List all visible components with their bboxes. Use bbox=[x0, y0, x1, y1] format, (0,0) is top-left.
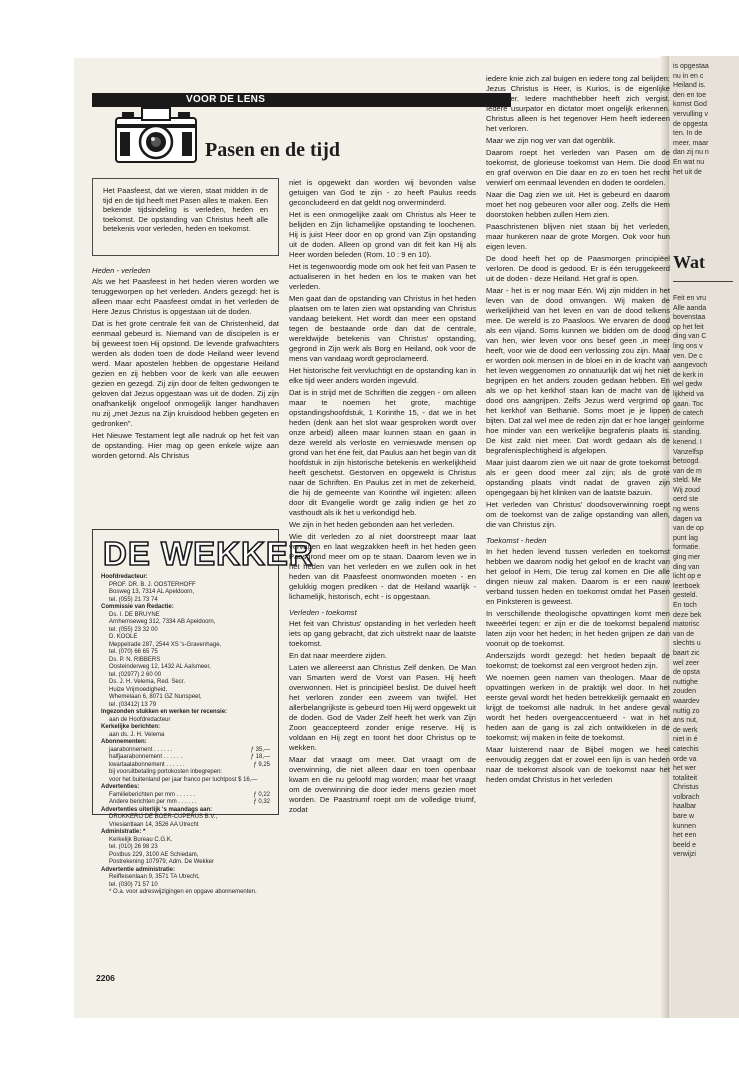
column-2 bbox=[289, 178, 476, 968]
next-page-line: orde va bbox=[673, 755, 697, 763]
next-page-line: van de bbox=[673, 630, 695, 638]
colophon-lines bbox=[101, 574, 270, 897]
next-page-line: Alle aanda bbox=[673, 304, 707, 312]
next-page-line: volbrach bbox=[673, 793, 700, 801]
logo-text: DE WEKKER bbox=[103, 535, 314, 572]
next-page-line: lijkheid va bbox=[673, 390, 704, 398]
next-page-line: waardev bbox=[673, 697, 700, 705]
colophon-heading: Advertenties uiterlijk 's maandags aan: bbox=[101, 806, 213, 813]
paragraph: Paaschristenen blijven niet staan bij het verleden, maar hunkeren naar de grote Morgen. Ook voor hun eigen leven. bbox=[486, 222, 670, 251]
next-page-line: het een bbox=[673, 832, 697, 840]
rate-value: ƒ 0,32 bbox=[253, 799, 270, 805]
next-page-line: Feit en vru bbox=[673, 295, 707, 302]
next-page-line: dagen va bbox=[673, 515, 702, 523]
colophon-heading: Abonnementen: bbox=[101, 739, 147, 745]
paragraph: In verschillende theologische opvattingen komt men tweeërlei tegen: er zijn er die de toekomst bepalend laten zijn voor het heden; in het heden grijpen ze dan vooruit op de toekomst. bbox=[486, 609, 670, 648]
next-page-line: standing. bbox=[673, 429, 702, 437]
next-page-line: van de op bbox=[673, 525, 704, 533]
colophon-box bbox=[92, 529, 314, 895]
rate-label: Familieberichten per mm . . . . . . bbox=[109, 791, 196, 798]
subheading: Heden - verleden bbox=[92, 266, 151, 275]
colophon-line: Oosteinderweg 12, 1432 AL Aalsmeer, bbox=[109, 664, 211, 670]
colophon-line: voor het buitenland per jaar franco per luchtpost $ 16,— bbox=[109, 776, 258, 783]
rate-label: jaarabonnement . . . . . . bbox=[109, 746, 173, 753]
next-page-line: catechis bbox=[673, 745, 699, 753]
paragraph: Daarom roept het verleden van Pasen om de toekomst, de glorieuse toekomst van Hem. Die dood en graf overwon en Die daar en zo en toen het recht verwierf om eenmaal levenden en doden te oordelen. bbox=[486, 148, 670, 187]
paragraph: Het is een onmogelijke zaak om Christus als Heer te belijden en Zijn lichamelijke opstanding te loochenen. Hij is juist Heer door en op grond van Zijn opstanding uit de doden. Alleen op grond van dit feit kan Hij als Heer worden beleden (Rom. 10 : 9 en 10). bbox=[289, 210, 476, 259]
column-3 bbox=[486, 74, 670, 968]
colophon-line: PROF. DR. B. J. OOSTERHOFF bbox=[109, 581, 196, 588]
paragraph: In het heden levend tussen verleden en toekomst hebben we daarom nodig het geloof en de kracht van het geloof in Hem, Die terug zal komen en Die alle dingen nieuw zal maken. Daarom is er een nauw verband tussen heden en toekomst omdat het Pasen en Pinksteren is geweest. bbox=[486, 547, 670, 606]
section-label: VOOR DE LENS bbox=[186, 94, 266, 105]
paragraph: Het is tegenwoordig mode om ook het feit van Pasen te actualiseren in het heden en los te maken van het verleden. bbox=[289, 262, 476, 291]
rate-label: halfjaarabonnement . . . . . . bbox=[109, 754, 183, 760]
paragraph: En dat naar meerdere zijden. bbox=[289, 651, 387, 660]
next-page-line: wel gedw bbox=[673, 381, 703, 389]
next-page-line: gaan. Toc bbox=[673, 400, 704, 408]
paragraph: Als we het Paasfeest in het heden vieren worden we teruggeworpen op het verleden. Anders gezegd: het is alleen maar echt Paasfeest omdat in het verleden de Here Jezus Christus is opgestaan uit de doden. bbox=[92, 277, 279, 316]
next-page-line: geinforme bbox=[673, 419, 705, 427]
rate-row bbox=[101, 799, 270, 807]
next-page-line: matorisc bbox=[673, 621, 700, 629]
next-page-line: verwijzi bbox=[673, 851, 696, 859]
colophon-line: D. KOOLE bbox=[109, 634, 138, 640]
next-page-text-top bbox=[673, 62, 737, 177]
next-page-line: Wij zoud bbox=[673, 486, 700, 494]
next-page-line: Heiland is. bbox=[673, 82, 706, 90]
paragraph: Maar dat vraagt om meer. Dat vraagt om de overwinning, die niet alleen daar en toen openbaar kwam en die nu geloofd mag worden; maar het vraagt om de overwinning die door ieder mens gezien moet worden. De Paastriumf roept om de volledige triumf, zodat bbox=[289, 755, 476, 814]
colophon-line: tel. (055) 21 73 74 bbox=[109, 596, 158, 603]
colophon-heading: Advertenties: bbox=[101, 784, 140, 790]
next-page-line: is opgestaa bbox=[673, 63, 709, 70]
next-page-line: de kerk in bbox=[673, 371, 704, 379]
next-page-line: betoogd. bbox=[673, 458, 701, 466]
next-page-line: nuttig zo bbox=[673, 707, 700, 715]
colophon-line: tel. (030) 71 57 10 bbox=[109, 881, 158, 888]
rate-row bbox=[101, 792, 270, 800]
next-page-line: op het feit bbox=[673, 323, 704, 331]
next-page-line: bovenstaa bbox=[673, 314, 706, 322]
paragraph: Maar luisterend naar de Bijbel mogen we heel eenvoudig zeggen dat er zowel een lijn is van heden naar de toekomst alsook van de toekomst naar het heden omdat Christus in het verleden bbox=[486, 745, 670, 784]
colophon-line: Ds. I. DE BRUYNE bbox=[109, 611, 160, 618]
next-page-line: licht op e bbox=[673, 573, 702, 581]
paragraph: Dat is het grote centrale feit van de Christenheid, dat eenmaal gebeurd is. Niemand van de discipelen is er bij geweest toen Hij opstond. De levende grafwachters werden als doden toen de dode Heiland weer levend werd. Maar apostelen hebben de opgestane Heiland gezien en zij hebben voor de kerk van alle eeuwen gezien en gezegd. Zij zijn door de felten gedwongen te geloven dat Jezus opgestaan was uit de doden. Zij zijn onafhankelijk ongeloof onmogelijk langer handhaven nu zij „met Jezus na Zijn kruisdood hebben gegeten en gedronken”. bbox=[92, 319, 279, 428]
rate-value: ƒ 18,— bbox=[250, 754, 270, 760]
page-number: 2206 bbox=[96, 973, 115, 983]
next-page-line: En wat nu bbox=[673, 158, 705, 166]
next-page-line: leerboek bbox=[673, 582, 700, 590]
rate-row bbox=[101, 762, 270, 770]
next-page-line: den en toe bbox=[673, 91, 707, 99]
next-page-rule bbox=[673, 281, 733, 282]
next-page-line: de catech bbox=[673, 410, 704, 418]
rate-label: kwartaalabonnement . . . . . . bbox=[109, 761, 185, 768]
paragraph: niet is opgewekt dan worden wij bevonden valse getuigen van God te zijn - zo heeft Paulus reeds geconcludeerd en dat geldt nog onverminderd. bbox=[289, 178, 476, 207]
next-page-line: ten. In de bbox=[673, 130, 703, 138]
next-page-line: de werk bbox=[673, 726, 698, 734]
intro-text: Het Paasfeest, dat we vieren, staat midden in de tijd en de tijd heeft met Pasen alles te maken. Een bekende tijdsindeling is verleden, heden en toekomst. De opstanding van Christus heeft alle betekenis voor verleden, heden en toekomst. bbox=[103, 186, 268, 234]
colophon-heading: Advertentie administratie: bbox=[101, 866, 176, 873]
camera-icon bbox=[112, 102, 200, 166]
paragraph: Maar we zijn nog ver van dat ogenblik. bbox=[486, 136, 616, 145]
colophon-line: Postrekening 107979, Adm. De Wekker bbox=[109, 859, 214, 865]
colophon-line: Reiffeisenlaan 9, 3571 TA Utrecht, bbox=[109, 874, 200, 880]
colophon-line: tel. (02977) 2 60 00 bbox=[109, 671, 162, 678]
next-page-line: ans nut, bbox=[673, 717, 698, 725]
colophon-heading: Hoofdredacteur: bbox=[101, 574, 148, 580]
rate-row bbox=[101, 754, 270, 762]
colophon-line: * O.a. voor adreswijzigingen en opgave abonnementen. bbox=[109, 889, 257, 895]
rate-value: ƒ 35,— bbox=[250, 746, 270, 753]
next-page-line: van de m bbox=[673, 467, 702, 475]
next-page-line: beeld e bbox=[673, 841, 696, 849]
next-page-line: niet in é bbox=[673, 736, 698, 744]
next-page-line: En toch bbox=[673, 602, 697, 609]
next-page-line: slechts u bbox=[673, 640, 701, 648]
paragraph: Men gaat dan de opstanding van Christus in het heden plaatsen om te laten zien wat opstanding van Christus vandaag betekent. Het wordt dan meer een opstand tegen de bestaande orde dan dat de centrale, wereldwijde betekenis van Christus' opstanding, gegrond in Zijn werk als Borg en Heiland, ook voor de mens van vandaag wordt geproclameerd. bbox=[289, 294, 476, 363]
paragraph: We noemen geen namen van theologen. Maar de opvattingen werken in de praktijk wel door. In het eerste geval wordt het heden betrekkelijk gemaakt en krijgt de toekomst alle nadruk. In het andere geval wordt het heden overgeaccentueerd - wat in het heden aan de gang is zal zich ontwikkelen in de toekomst; wij maken in feite de toekomst. bbox=[486, 673, 670, 742]
next-page-line: ging mer bbox=[673, 554, 701, 562]
paragraph: Naar die Dag zien we uit. Het is gebeurd en daarom moet het nog gebeuren voor aller oog. Zelfs die Hem doorstoken hebben zullen Hem zien. bbox=[486, 190, 670, 219]
paragraph: De dood heeft het op de Paasmorgen principiëel verloren. De dood is gedood. Er is één teruggekeerd uit de doden - deze Heiland. Het graf is open. bbox=[486, 254, 670, 283]
paragraph: Het Nieuwe Testament legt alle nadruk op het feit van de opstanding. Hier mag op geen enkele wijze aan worden getornd. Als Christus bbox=[92, 431, 279, 460]
rate-value: ƒ 9,25 bbox=[253, 761, 270, 768]
rate-label: Andere berichten per mm . . . . . . bbox=[109, 799, 197, 805]
next-page-line: haalbar bbox=[673, 803, 697, 811]
paragraph: Het historische feit vervluchtigt en de opstanding kan in elke tijd weer anders worden ingevuld. bbox=[289, 366, 476, 385]
colophon-line: Ds. J. H. Velema, Red. Secr. bbox=[109, 679, 186, 685]
next-page-text-bottom bbox=[673, 294, 737, 860]
rate-value: ƒ 0,22 bbox=[253, 791, 270, 798]
next-page-line: steld. Me bbox=[673, 477, 702, 485]
next-page-line: bare w bbox=[673, 813, 695, 821]
colophon-line: Arnhemseweg 312, 7334 AB Apeldoorn, bbox=[109, 619, 216, 625]
next-page-line: ven. De c bbox=[673, 352, 703, 360]
colophon-line: Bosweg 13, 7314 AL Apeldoorn, bbox=[109, 589, 195, 595]
colophon-line: tel. (055) 23 32 00 bbox=[109, 626, 158, 633]
next-page-line: vervulling v bbox=[673, 110, 709, 118]
paragraph: Wie dit verleden zo al niet doorstreept maar laat vervagen en laat wegzakken heeft in het heden geen Paasgrond meer om op te staan. Daarom leven we in het heden van het verleden en we zullen ook in het heden van dit Paasfeest onomwonden moeten - en gelukkig mogen prediken - dat de Heiland waarlijk - lichamelijk, historisch, echt - is opgestaan. bbox=[289, 532, 476, 601]
colophon-line: Ds. P. N. RIBBERS bbox=[109, 656, 161, 663]
paragraph: Maar - het is er nog maar Eén. Wij zijn midden in het leven van de dood omvangen. Wij maken de werkelijkheid van het leven en van de dood telkens mee. De wereld is zo Paasloos. We ervaren de dood als een vijand. Soms kunnen we bidden om de dood van hen, wier leven voor ons besef geen ‚in meer heeft, voor wie de dood een verlossing zou zijn. Maar er worden ook mensen in de bloei en in de kracht van het leven weggenomen zo onnatuurlijk dat wij het niet begrijpen en het anders zouden gedaan hebben. En als we op het kerkhof staan kan de macht van de dood ons aangrijpen. Zelfs Jezus werd vergrimd op het kerkhof van Bethanië. Soms moet je je lippen bijten. Dat zal wel mee de reden zijn dat er hoe langer hoe minder van een werkelijke begrafenis plaats is. De kist zakt niet meer. Dat wordt gedaan als de begrafenisplechtigheid is afgelopen. bbox=[486, 286, 670, 455]
next-page-heading: Wat bbox=[673, 252, 706, 272]
colophon-line: tel. (010) 26 98 23 bbox=[109, 844, 158, 850]
next-page-line: ling ons v bbox=[673, 342, 703, 350]
next-page-line: Christus bbox=[673, 784, 699, 792]
colophon-line: aan de Hoofdredacteur bbox=[109, 716, 171, 723]
colophon-line: tel. (070) 66 65 75 bbox=[109, 649, 158, 655]
next-page-line: zouden bbox=[673, 688, 696, 696]
paragraph: Maar juist daarom zien we uit naar de grote toekomst als er geen dood meer zal zijn; als de grote opstanding plaats vindt nadat de graven zijn opengegaan bij het klinken van de laatste bazuin. bbox=[486, 458, 670, 497]
subheading: Verleden - toekomst bbox=[289, 608, 357, 617]
next-page-line: het uit de bbox=[673, 168, 702, 176]
next-page-line: totaliteit bbox=[673, 774, 698, 782]
next-page-line: het wer bbox=[673, 765, 696, 773]
next-page-line: deze bek bbox=[673, 611, 702, 619]
next-page-line: gesteld. bbox=[673, 592, 698, 600]
next-page-line: nu in en c bbox=[673, 72, 704, 80]
colophon-heading: Kerkelijke berichten: bbox=[101, 724, 161, 730]
next-page-line: meer, maar bbox=[673, 139, 709, 147]
colophon-line: DRUKKERIJ DE BOER-CUPERUS B.V., bbox=[109, 814, 218, 820]
colophon-heading: Administratie: * bbox=[101, 829, 146, 835]
next-page-line: de opsta bbox=[673, 669, 700, 677]
next-page-line: kunnen bbox=[673, 822, 696, 830]
de-wekker-logo bbox=[101, 534, 314, 572]
next-page-line: kenend. I bbox=[673, 438, 702, 446]
next-page-line: aangevoch bbox=[673, 362, 708, 370]
next-page-line: ding van C bbox=[673, 333, 707, 341]
colophon-line: Whemelaan 6, 8071 GZ Nunspeet, bbox=[109, 694, 202, 700]
next-page-line: ding van bbox=[673, 563, 700, 571]
paragraph: We zijn in het heden gebonden aan het verleden. bbox=[289, 520, 455, 529]
next-page-line: Vanzelfsp bbox=[673, 448, 704, 456]
colophon-line: tel. (03412) 13 79 bbox=[109, 701, 157, 708]
colophon-line: Vriesiantlaan 14, 3526 AA Utrecht bbox=[109, 821, 199, 828]
colophon-line: aan ds. J. H. Velema bbox=[109, 731, 165, 738]
next-page-line: ng wens bbox=[673, 506, 700, 514]
rate-row bbox=[101, 747, 270, 755]
colophon-line: Kerkelijk Bureau C.G.K. bbox=[109, 836, 173, 843]
paragraph: iedere knie zich zal buigen en iedere tong zal belijden: Jezus Christus is Heer, is Kurios, is de eigenlijke Gebieder. Iedere machthebber heeft zich vergist. Iedere usurpator en dictator moet ongelijk erkennen. Christus alleen is het tegenover Hem heeft iedereen het verloren. bbox=[486, 74, 670, 133]
next-page-edge bbox=[668, 56, 739, 1018]
paragraph: Het feit van Christus' opstanding in het verleden heeft iets op gang gebracht, dat zich uitstrekt naar de laatste toekomst. bbox=[289, 619, 476, 648]
intro-box bbox=[92, 178, 279, 256]
next-page-line: komst God bbox=[673, 101, 707, 109]
next-page-line: de opgesta bbox=[673, 120, 708, 128]
article-title: Pasen en de tijd bbox=[205, 139, 340, 161]
next-page-line: nuttighe bbox=[673, 678, 698, 686]
paragraph: Anderszijds wordt gezegd: het heden bepaalt de toekomst; de toekomst zal een vergroot heden zijn. bbox=[486, 651, 670, 670]
paragraph: Het verleden van Christus' doodsoverwinning roept om de toekomst van de zalige opstanding van allen, die van Christus zijn. bbox=[486, 500, 670, 529]
colophon-heading: Ingezonden stukken en werken ter recensie: bbox=[101, 709, 228, 715]
logo-lettering bbox=[101, 534, 314, 572]
colophon-line: bij vooruitbetaling portokosten inbegrepen: bbox=[109, 769, 223, 775]
next-page-line: baart zic bbox=[673, 649, 700, 657]
colophon-line: Postbus 229, 3100 AE Schiedam, bbox=[109, 851, 199, 858]
next-page-line: punt lag bbox=[673, 534, 698, 542]
paragraph: Dat is in strijd met de Schriften die zeggen - om alleen maar te noemen het grote, machtige opstandingshoofdstuk, 1 Korinthe 15, - dat we in het heden (denk aan het slot waar gesproken wordt over onze arbeid) alleen maar kunnen staan en gaan in deze wereld als verloste en vernieuwde mensen op grond van het éne feit, dat Paulus aan het begin van dit hoofdstuk in zijn historische betekenis en werkelijkheid heeft geschetst. Gestorven en opgewekt is Christus naar de Schriften. En Paulus zet in met de zekerheid, die hij de gemeente van Korinthe wil ingieten: alleen door dit Evangelie wordt ge zalig indien ge het zo vasthoudt als ik het u verkondigd heb. bbox=[289, 388, 476, 517]
next-page-line: dan zij nu n bbox=[673, 149, 709, 157]
next-page-line: oerd ste bbox=[673, 496, 699, 504]
column-1 bbox=[92, 266, 279, 524]
next-page-line: wel zeer bbox=[673, 659, 700, 667]
colophon-heading: Commissie van Redactie: bbox=[101, 604, 174, 610]
subheading: Toekomst - heden bbox=[486, 536, 547, 545]
paragraph: Laten we allereerst aan Christus Zelf denken. De Man van Smarten werd de Vorst van Pasen. Hij heeft overwonnen. Het is principiëel beslist. De duivel heeft het verloren zonder een zweem van twijfel. Het allerbelangrijkste is gebeurd toen Hij werd opgewekt uit de doden. God de Vader Zelf heeft het werk van Zijn Zoon geaccepteerd zonder enige reserve. Hij is voldaan en Hij zegt en toont het door Christus op te wekken. bbox=[289, 663, 476, 752]
colophon-line: Meppelrade 287, 2544 XS 's-Gravenhage, bbox=[109, 641, 222, 648]
next-page-line: formatie. bbox=[673, 544, 701, 552]
colophon-line: Huize Vrijmoedigheid, bbox=[109, 686, 168, 693]
